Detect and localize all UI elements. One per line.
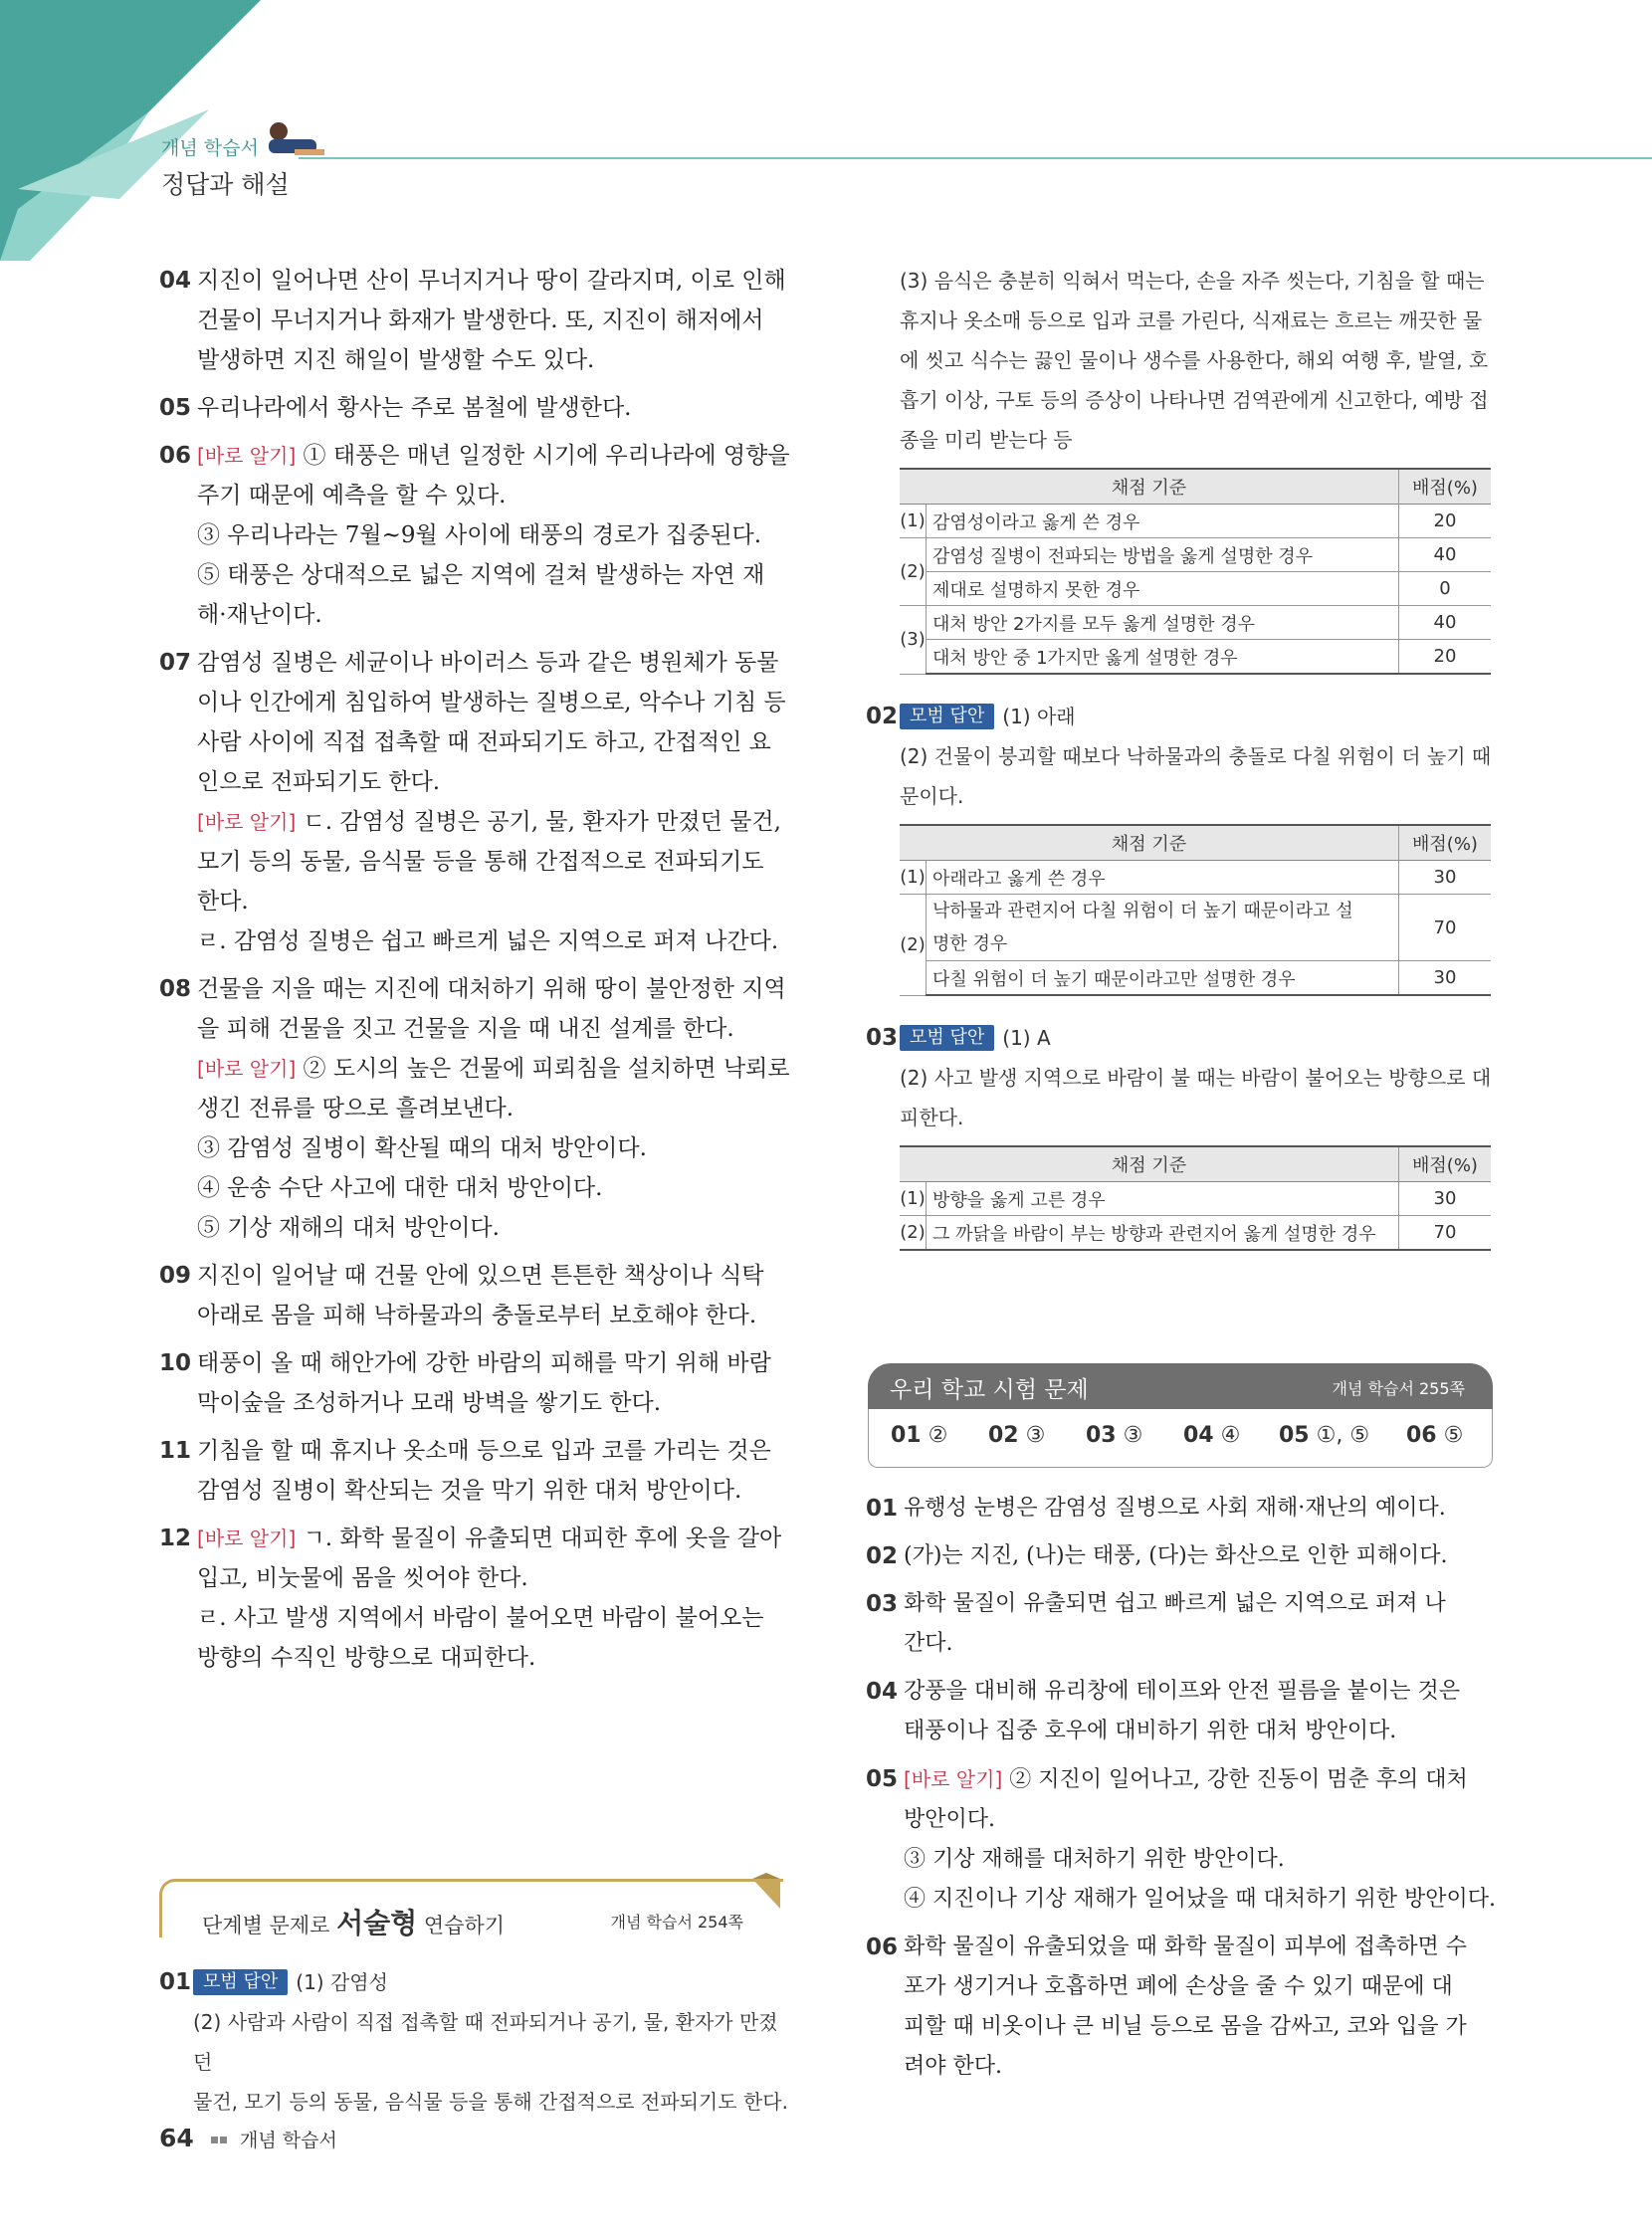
exam-page-ref: 개념 학습서 255쪽: [1332, 1379, 1465, 1398]
scoring-table-01: [900, 468, 1491, 675]
answer-item-09: [159, 1256, 796, 1335]
text-line: 을 피해 건물을 짓고 건물을 지을 때 내진 설계를 한다.: [197, 1016, 734, 1042]
text-line: 감염성 질병이 확산되는 것을 막기 위한 대처 방안이다.: [197, 1478, 742, 1504]
item-number: 01: [866, 1496, 899, 1522]
text-line: 화학 물질이 유출되었을 때 화학 물질이 피부에 접촉하면 수: [904, 1935, 1467, 1959]
essay-answer-02: [866, 697, 1493, 816]
essay-title-bold: 서술형: [336, 1907, 418, 1939]
text-line: 한다.: [197, 889, 249, 915]
text-line: 방향의 수직인 방향으로 대피한다.: [197, 1645, 536, 1671]
answer-item-05: [159, 388, 796, 428]
text-line: 려야 한다.: [904, 2054, 1002, 2079]
exam-item-02: [866, 1536, 1503, 1576]
table-cell: 20: [1399, 505, 1492, 538]
page-footer: [159, 2124, 337, 2152]
table-cell: 40: [1399, 606, 1492, 640]
item-number: 07: [159, 650, 192, 676]
essay-corner-tab: [752, 1873, 782, 1913]
essay-page-ref: 개념 학습서 254쪽: [610, 1913, 743, 1932]
answer-key-item: 03 ③: [1086, 1423, 1143, 1448]
text-line: 건물을 지을 때는 지진에 대처하기 위해 땅이 불안정한 지역: [197, 976, 786, 1002]
text-line: ㄷ. 감염성 질병은 공기, 물, 환자가 만졌던 물건,: [296, 809, 781, 835]
item-number: 12: [159, 1526, 192, 1551]
text-line: ④ 지진이나 기상 재해가 일어났을 때 대처하기 위한 방안이다.: [904, 1887, 1496, 1912]
table-cell: (2): [900, 1216, 927, 1251]
table-cell: 감염성이라고 옳게 쓴 경우: [927, 505, 1399, 538]
text-line: ⑤ 기상 재해의 대처 방안이다.: [197, 1215, 500, 1241]
item-number: 09: [159, 1263, 192, 1289]
answer-item-08: [159, 969, 796, 1248]
scoring-table-03: [900, 1145, 1491, 1251]
footer-label: 개념 학습서: [239, 2130, 337, 2151]
text-line: 발생하면 지진 해일이 발생할 수도 있다.: [197, 347, 595, 373]
correction-tag: [바로 알기]: [197, 444, 297, 468]
text-line: ② 지진이 일어나고, 강한 진동이 멈춘 후의 대처: [1002, 1767, 1468, 1792]
table-row: [900, 1216, 1491, 1251]
table-cell: (1): [900, 505, 927, 538]
item-number: 05: [866, 1766, 899, 1792]
item-number: 03: [866, 1025, 899, 1051]
footer-bullet-icon: [211, 2132, 229, 2150]
answer-part-1: (1) 감염성: [296, 1970, 388, 1994]
table-cell: 제대로 설명하지 못한 경우: [927, 572, 1399, 606]
text-line: 화학 물질이 유출되면 쉽고 빠르게 넓은 지역으로 퍼져 나: [904, 1591, 1446, 1616]
table-cell: 30: [1399, 961, 1492, 996]
table-cell: 30: [1399, 1182, 1492, 1216]
table-cell: 방향을 옳게 고른 경우: [927, 1182, 1399, 1216]
text-line: 낙하물과 관련지어 다칠 위험이 더 높기 때문이라고 설: [932, 901, 1353, 921]
essay-answer-01-part3: [866, 261, 1493, 460]
text-line: 물건, 모기 등의 동물, 음식물 등을 통해 간접적으로 전파되기도 한다.: [193, 2090, 788, 2114]
text-line: ④ 운송 수단 사고에 대한 대처 방안이다.: [197, 1175, 603, 1201]
answer-key-item: 05 ①, ⑤: [1279, 1423, 1370, 1448]
table-header: 배점(%): [1399, 825, 1492, 861]
item-number: 10: [159, 1350, 192, 1376]
text-line: 강풍을 대비해 유리창에 테이프와 안전 필름을 붙이는 것은: [904, 1679, 1461, 1704]
exam-item-06: [866, 1928, 1503, 2087]
text-line: (가)는 지진, (나)는 태풍, (다)는 화산으로 인한 피해이다.: [904, 1543, 1448, 1568]
table-cell: 30: [1399, 861, 1492, 895]
answer-item-06: [159, 436, 796, 635]
text-line: (2) 사람과 사람이 직접 접촉할 때 전파되거나 공기, 물, 환자가 만졌던: [193, 2010, 778, 2074]
essay-answer-01: [159, 1962, 796, 2122]
text-line: 종을 미리 받는다 등: [900, 428, 1073, 452]
page-number: 64: [159, 2124, 194, 2152]
item-number: 06: [866, 1935, 899, 1960]
text-line: 유행성 눈병은 감염성 질병으로 사회 재해·재난의 예이다.: [904, 1496, 1446, 1521]
text-line: ③ 감염성 질병이 확산될 때의 대처 방안이다.: [197, 1135, 647, 1161]
exam-item-01: [866, 1489, 1503, 1528]
answer-part-1: (1) A: [1002, 1026, 1051, 1050]
text-line: 휴지나 옷소매 등으로 입과 코를 가린다, 식재료는 흐르는 깨끗한 물: [900, 308, 1483, 332]
item-number: 08: [159, 976, 192, 1002]
answer-key-item: 01 ②: [891, 1423, 948, 1448]
text-line: 감염성 질병은 세균이나 바이러스 등과 같은 병원체가 동물: [197, 650, 779, 676]
text-line: 기침을 할 때 휴지나 옷소매 등으로 입과 코를 가리는 것은: [197, 1438, 771, 1464]
table-cell: 20: [1399, 640, 1492, 675]
exam-item-03: [866, 1584, 1503, 1664]
essay-title-prefix: 단계별 문제로: [202, 1914, 337, 1937]
text-line: 지진이 일어날 때 건물 안에 있으면 튼튼한 책상이나 식탁: [197, 1263, 764, 1289]
header-label: 개념 학습서: [161, 137, 259, 159]
table-cell: 0: [1399, 572, 1492, 606]
table-cell: (2): [900, 538, 927, 606]
correction-tag: [바로 알기]: [197, 1057, 297, 1081]
text-line: 피할 때 비옷이나 큰 비닐 등으로 몸을 감싸고, 코와 입을 가: [904, 2014, 1467, 2039]
table-row: [900, 538, 1491, 572]
text-line: 건물이 무너지거나 화재가 발생한다. 또, 지진이 해저에서: [197, 307, 764, 333]
table-cell: 70: [1399, 895, 1492, 961]
text-line: (3) 음식은 충분히 익혀서 먹는다, 손을 자주 씻는다, 기침을 할 때는: [900, 269, 1485, 293]
table-cell: (1): [900, 861, 927, 895]
text-line: 방안이다.: [904, 1807, 996, 1832]
correction-tag: [바로 알기]: [197, 1527, 297, 1550]
scoring-table-02: [900, 824, 1491, 996]
text-line: 명한 경우: [932, 933, 1008, 954]
answer-item-11: [159, 1431, 796, 1511]
text-line: 모기 등의 동물, 음식물 등을 통해 간접적으로 전파되기도: [197, 849, 764, 875]
table-header: 채점 기준: [900, 469, 1399, 505]
text-line: ③ 기상 재해를 대처하기 위한 방안이다.: [904, 1847, 1285, 1872]
essay-section-header: [159, 1879, 783, 1937]
table-cell: 대처 방안 2가지를 모두 옳게 설명한 경우: [927, 606, 1399, 640]
text-line: 인으로 전파되기도 한다.: [197, 769, 441, 795]
answer-item-07: [159, 643, 796, 961]
answer-key-item: 06 ⑤: [1406, 1423, 1464, 1448]
text-line: 지진이 일어나면 산이 무너지거나 땅이 갈라지며, 이로 인해: [197, 268, 786, 294]
table-cell: 아래라고 옳게 쓴 경우: [927, 861, 1399, 895]
left-column: [159, 261, 796, 1686]
text-line: 입고, 비눗물에 몸을 씻어야 한다.: [197, 1565, 528, 1591]
right-column: [866, 261, 1493, 1273]
exam-section-header: [868, 1363, 1493, 1409]
essay-title-suffix: 연습하기: [417, 1914, 506, 1937]
text-line: 태풍이나 집중 호우에 대비하기 위한 대처 방안이다.: [904, 1719, 1397, 1743]
table-header: 배점(%): [1399, 469, 1492, 505]
table-cell: 70: [1399, 1216, 1492, 1251]
text-line: 포가 생기거나 호흡하면 폐에 손상을 줄 수 있기 때문에 대: [904, 1974, 1453, 1999]
table-cell: 감염성 질병이 전파되는 방법을 옳게 설명한 경우: [927, 538, 1399, 572]
model-answer-badge: 모범 답안: [900, 704, 994, 729]
text-line: 생긴 전류를 땅으로 흘려보낸다.: [197, 1096, 515, 1121]
table-row: [900, 505, 1491, 538]
header-rule: [299, 157, 1652, 159]
table-row: [900, 640, 1491, 675]
table-row: [900, 961, 1491, 996]
item-number: 04: [866, 1679, 899, 1705]
table-cell: 40: [1399, 538, 1492, 572]
item-number: 05: [159, 395, 192, 421]
exam-item-05: [866, 1759, 1503, 1920]
table-header: 채점 기준: [900, 1146, 1399, 1182]
answer-key-item: 02 ③: [988, 1423, 1046, 1448]
model-answer-badge: 모범 답안: [900, 1025, 994, 1051]
text-line: 문이다.: [900, 784, 964, 808]
text-line: ② 도시의 높은 건물에 피뢰침을 설치하면 낙뢰로: [296, 1056, 790, 1082]
text-line: ㄱ. 화학 물질이 유출되면 대피한 후에 옷을 갈아: [296, 1526, 782, 1551]
correction-tag: [바로 알기]: [904, 1767, 1003, 1791]
table-cell: (3): [900, 606, 927, 675]
table-cell: (1): [900, 1182, 927, 1216]
item-number: 06: [159, 443, 192, 469]
table-cell: 대처 방안 중 1가지만 옳게 설명한 경우: [927, 640, 1399, 675]
exam-section-title: 우리 학교 시험 문제: [890, 1377, 1089, 1403]
item-number: 02: [866, 1543, 899, 1569]
table-row: [900, 1182, 1491, 1216]
text-line: 막이숲을 조성하거나 모래 방벽을 쌓기도 한다.: [197, 1390, 662, 1416]
student-illustration-icon: [261, 119, 330, 161]
model-answer-badge: 모범 답안: [193, 1969, 288, 1995]
essay-answer-03: [866, 1018, 1493, 1137]
item-number: 01: [159, 1969, 192, 1995]
table-row: [900, 606, 1491, 640]
text-line: 주기 때문에 예측을 할 수 있다.: [197, 483, 507, 509]
item-number: 04: [159, 268, 192, 294]
table-header: 채점 기준: [900, 825, 1399, 861]
table-row: [900, 861, 1491, 895]
text-line: ① 태풍은 매년 일정한 시기에 우리나라에 영향을: [296, 443, 790, 469]
table-cell: 그 까닭을 바람이 부는 방향과 관련지어 옳게 설명한 경우: [927, 1216, 1399, 1251]
table-row: [900, 572, 1491, 606]
text-line: 아래로 몸을 피해 낙하물과의 충돌로부터 보호해야 한다.: [197, 1303, 757, 1328]
answer-item-12: [159, 1519, 796, 1678]
header-title: 정답과 해설: [161, 170, 290, 199]
answer-part-1: (1) 아래: [1002, 705, 1076, 728]
text-line: 흡기 이상, 구토 등의 증상이 나타나면 검역관에게 신고한다, 예방 접: [900, 388, 1489, 412]
text-line: 간다.: [904, 1631, 953, 1656]
text-line: 해·재난이다.: [197, 602, 322, 628]
exam-item-04: [866, 1672, 1503, 1751]
text-line: 사람 사이에 직접 접촉할 때 전파되기도 하고, 간접적인 요: [197, 729, 771, 755]
text-line: 태풍이 올 때 해안가에 강한 바람의 피해를 막기 위해 바람: [197, 1350, 771, 1376]
text-line: 우리나라에서 황사는 주로 봄철에 발생한다.: [197, 395, 632, 421]
text-line: 피한다.: [900, 1106, 964, 1129]
text-line: (2) 사고 발생 지역으로 바람이 불 때는 바람이 불어오는 방향으로 대: [900, 1066, 1492, 1090]
text-line: ⑤ 태풍은 상대적으로 넓은 지역에 걸쳐 발생하는 자연 재: [197, 562, 765, 588]
text-line: (2) 건물이 붕괴할 때보다 낙하물과의 충돌로 다칠 위험이 더 높기 때: [900, 744, 1492, 768]
table-header: 배점(%): [1399, 1146, 1492, 1182]
text-line: 에 씻고 식수는 끓인 물이나 생수를 사용한다, 해외 여행 후, 발열, 호: [900, 348, 1489, 372]
text-line: ③ 우리나라는 7월~9월 사이에 태풍의 경로가 집중된다.: [197, 522, 762, 548]
essay-section-title: [202, 1902, 505, 1941]
item-number: 02: [866, 704, 899, 729]
table-row: [900, 895, 1491, 961]
table-cell: (2): [900, 895, 927, 996]
table-cell: 다칠 위험이 더 높기 때문이라고만 설명한 경우: [927, 961, 1399, 996]
item-number: 11: [159, 1438, 192, 1464]
answer-item-04: [159, 261, 796, 380]
item-number: 03: [866, 1591, 899, 1617]
exam-answer-key: [868, 1409, 1493, 1468]
exam-explanations: [866, 1489, 1503, 2095]
text-line: 이나 인간에게 침입하여 발생하는 질병으로, 악수나 기침 등: [197, 690, 786, 715]
table-cell: [927, 895, 1399, 961]
answer-key-item: 04 ④: [1183, 1423, 1241, 1448]
text-line: ㄹ. 사고 발생 지역에서 바람이 불어오면 바람이 불어오는: [197, 1605, 764, 1631]
text-line: ㄹ. 감염성 질병은 쉽고 빠르게 넓은 지역으로 퍼져 나간다.: [197, 928, 779, 954]
answer-item-10: [159, 1343, 796, 1423]
correction-tag: [바로 알기]: [197, 810, 297, 834]
